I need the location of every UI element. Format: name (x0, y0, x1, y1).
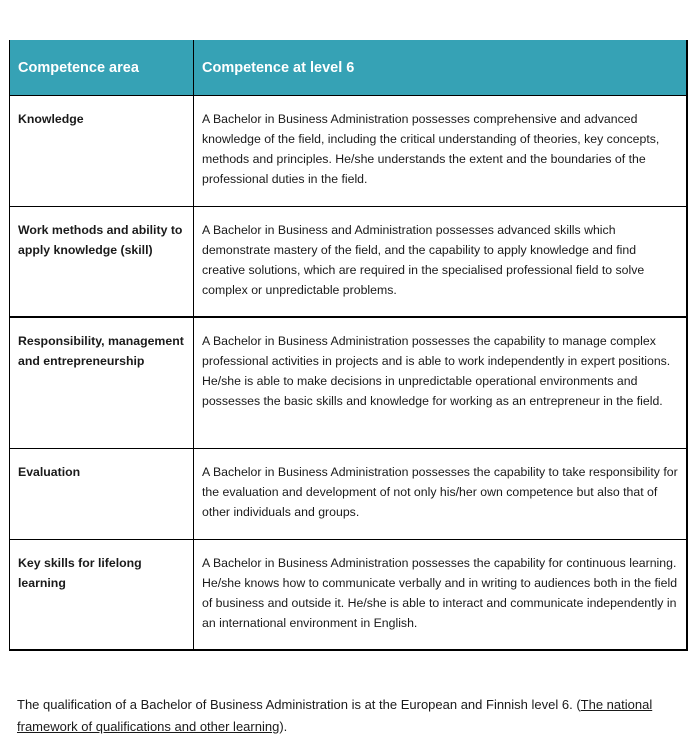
table-row (10, 207, 687, 318)
competence-area-cell: Key skills for lifelong learning (10, 540, 194, 651)
header-competence-level: Competence at level 6 (194, 40, 687, 96)
competence-area-cell: Knowledge (10, 96, 194, 207)
table-row (10, 317, 687, 449)
header-competence-area: Competence area (10, 40, 194, 96)
table-header-row (10, 40, 687, 96)
competence-description-cell: A Bachelor in Business Administration possesses comprehensive and advanced knowledge of the field, including the critical understanding of theories, key concepts, methods and principles. He/she understands the extent and the boundaries of the professional duties in the field. (194, 96, 687, 207)
qualification-note (17, 694, 687, 738)
competence-area-cell: Evaluation (10, 449, 194, 540)
competence-description-cell: A Bachelor in Business Administration possesses the capability for continuous learning. He/she knows how to communicate verbally and in writing to audiences both in the field of business and outside it. He/she is able to interact and communicate independently in an international environment in English. (194, 540, 687, 651)
note-text: The qualification of a Bachelor of Business Administration is at the European and Finnish level 6. ( (17, 697, 581, 712)
table-row (10, 96, 687, 207)
table-row (10, 540, 687, 651)
competence-area-cell: Responsibility, management and entrepreneurship (10, 317, 194, 449)
competence-description-cell: A Bachelor in Business Administration possesses the capability to take responsibility for the evaluation and development of not only his/her own competence but also that of other individuals and groups. (194, 449, 687, 540)
competence-area-cell: Work methods and ability to apply knowledge (skill) (10, 207, 194, 318)
competence-table (9, 40, 688, 651)
competence-description-cell: A Bachelor in Business Administration possesses the capability to manage complex professional activities in projects and is able to work independently in expert positions. He/she is able to make decisions in unpredictable operational environments and possesses the basic skills and knowledge for working as an entrepreneur in the field. (194, 317, 687, 449)
national-framework-link[interactable]: The national framework of qualifications and other learning (17, 697, 653, 734)
note-text-end: ). (279, 719, 288, 734)
competence-description-cell: A Bachelor in Business and Administration possesses advanced skills which demonstrate mastery of the field, and the capability to apply knowledge and find creative solutions, which are required in the specialised professional field to solve complex or unpredictable problems. (194, 207, 687, 318)
table-row (10, 449, 687, 540)
